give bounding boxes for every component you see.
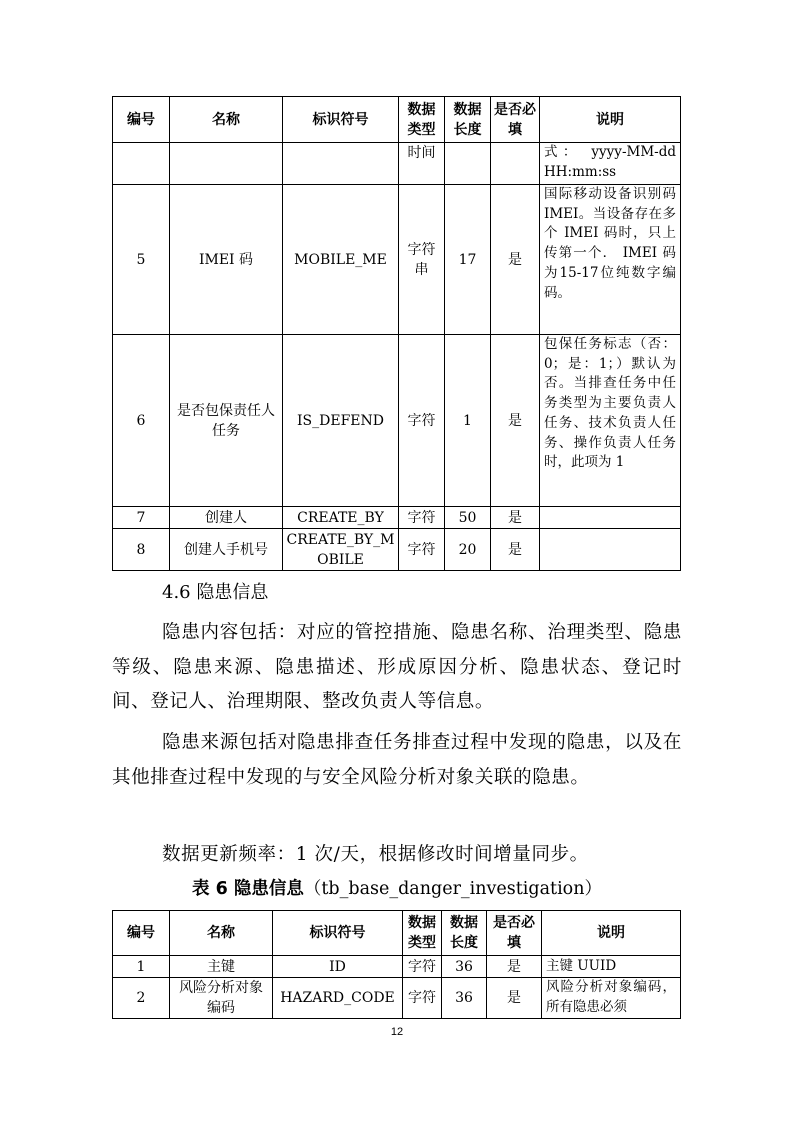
cell-data-type: 字符: [399, 529, 445, 571]
table-caption: [0, 876, 794, 902]
table-row: [113, 529, 681, 571]
header-identifier: 标识符号: [273, 911, 403, 956]
cell-description: 式： yyyy-MM-dd HH:mm:ss: [540, 143, 681, 185]
cell-required: 是: [491, 185, 540, 335]
header-data-type: 数据类型: [399, 97, 445, 143]
header-required: 是否必填: [487, 911, 542, 956]
cell-name: IMEI 码: [170, 185, 283, 335]
header-data-length: 数据长度: [442, 911, 487, 956]
cell-description: [540, 507, 681, 529]
cell-required: 是: [487, 956, 542, 978]
cell-identifier: [283, 143, 399, 185]
section-heading: 4.6 隐患信息: [162, 582, 269, 603]
cell-data-length: 36: [442, 978, 487, 1019]
cell-description: 包保任务标志（否：0；是：1；）默认为否。当排查任务中任务类型为主要负责人任务、技术负责人任务、操作负责人任务时，此项为 1: [540, 335, 681, 507]
cell-required: 是: [487, 978, 542, 1019]
table-caption-label: 表 6 隐患信息: [192, 879, 304, 899]
table-header-row: [113, 911, 681, 956]
cell-name: 风险分析对象编码: [170, 978, 273, 1019]
cell-name: 创建人手机号: [170, 529, 283, 571]
cell-data-length: [445, 143, 491, 185]
cell-index: 8: [113, 529, 170, 571]
cell-data-type: 字符串: [399, 185, 445, 335]
table-row: [113, 507, 681, 529]
danger-info-table: [112, 910, 681, 1019]
table-row: [113, 335, 681, 507]
cell-name: 创建人: [170, 507, 283, 529]
cell-index: 5: [113, 185, 170, 335]
table-row: [113, 143, 681, 185]
cell-data-length: 17: [445, 185, 491, 335]
cell-data-type: 字符: [399, 507, 445, 529]
header-description: 说明: [542, 911, 681, 956]
cell-identifier: IS_DEFEND: [283, 335, 399, 507]
body-paragraph: 隐患内容包括：对应的管控措施、隐患名称、治理类型、隐患等级、隐患来源、隐患描述、形成原因分析、隐患状态、登记时间、登记人、治理期限、整改负责人等信息。: [112, 622, 682, 712]
cell-description: 主键 UUID: [542, 956, 681, 978]
cell-required: [491, 143, 540, 185]
cell-index: 6: [113, 335, 170, 507]
cell-name: 是否包保责任人任务: [170, 335, 283, 507]
body-paragraph: 隐患来源包括对隐患排查任务排查过程中发现的隐患，以及在其他排查过程中发现的与安全风险分析对象关联的隐患。: [112, 732, 682, 788]
table-row: [113, 185, 681, 335]
cell-identifier: HAZARD_CODE: [273, 978, 403, 1019]
field-table-continued: [112, 96, 681, 571]
table-header-row: [113, 97, 681, 143]
cell-required: 是: [491, 507, 540, 529]
header-description: 说明: [540, 97, 681, 143]
cell-description: 风险分析对象编码，所有隐患必须: [542, 978, 681, 1019]
cell-data-type: 时间: [399, 143, 445, 185]
cell-name: [170, 143, 283, 185]
cell-identifier: ID: [273, 956, 403, 978]
header-index: 编号: [113, 97, 170, 143]
cell-identifier: MOBILE_ME: [283, 185, 399, 335]
cell-index: [113, 143, 170, 185]
cell-identifier: CREATE_BY_MOBILE: [283, 529, 399, 571]
table-caption-code: （tb_base_danger_investigation）: [303, 879, 602, 899]
cell-data-length: 50: [445, 507, 491, 529]
cell-data-length: 20: [445, 529, 491, 571]
cell-required: 是: [491, 335, 540, 507]
cell-index: 1: [113, 956, 170, 978]
cell-data-length: 1: [445, 335, 491, 507]
cell-description: [540, 529, 681, 571]
header-name: 名称: [170, 911, 273, 956]
header-data-type: 数据类型: [403, 911, 442, 956]
header-index: 编号: [113, 911, 170, 956]
header-required: 是否必填: [491, 97, 540, 143]
cell-required: 是: [491, 529, 540, 571]
header-name: 名称: [170, 97, 283, 143]
cell-data-length: 36: [442, 956, 487, 978]
table-row: [113, 978, 681, 1019]
cell-index: 2: [113, 978, 170, 1019]
cell-description: 国际移动设备识别码 IMEI。当设备存在多个 IMEI 码时，只上传第一个． IMEI 码为15-17位纯数字编码。: [540, 185, 681, 335]
body-paragraph: 数据更新频率：1 次/天，根据修改时间增量同步。: [162, 844, 589, 865]
cell-name: 主键: [170, 956, 273, 978]
header-data-length: 数据长度: [445, 97, 491, 143]
cell-data-type: 字符: [403, 978, 442, 1019]
header-identifier: 标识符号: [283, 97, 399, 143]
page-number: 12: [390, 1026, 404, 1038]
cell-data-type: 字符: [403, 956, 442, 978]
cell-identifier: CREATE_BY: [283, 507, 399, 529]
table-row: [113, 956, 681, 978]
cell-index: 7: [113, 507, 170, 529]
cell-data-type: 字符: [399, 335, 445, 507]
